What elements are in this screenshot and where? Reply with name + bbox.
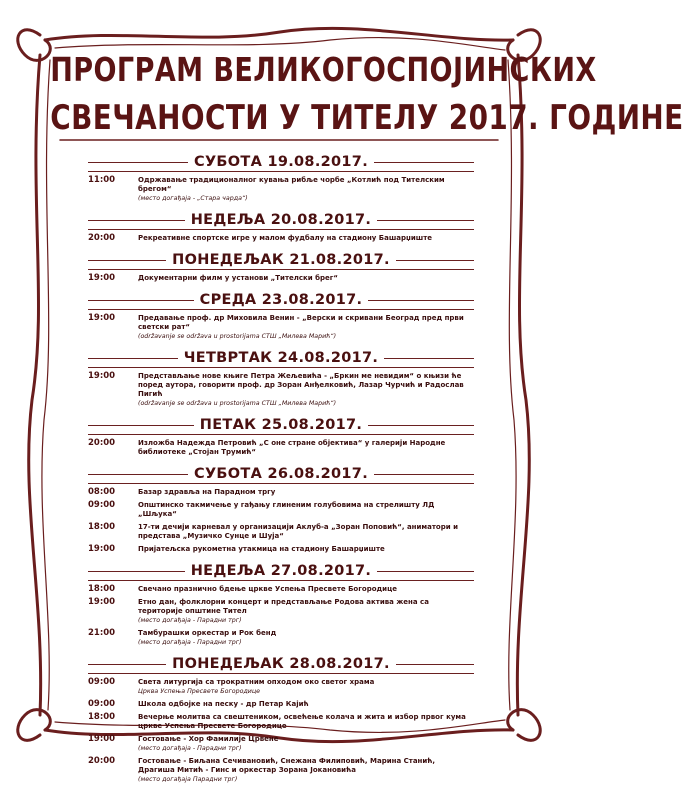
schedule xyxy=(88,150,474,790)
day-label: СУБОТА 19.08.2017. xyxy=(188,154,374,170)
schedule-event xyxy=(88,372,474,408)
schedule-event xyxy=(88,757,474,784)
day-heading xyxy=(88,560,474,581)
schedule-event xyxy=(88,523,474,541)
event-description: Свечано празнично бдење цркве Успења Пресвете Богородице xyxy=(138,585,398,593)
event-time: 09:00 xyxy=(88,699,116,709)
event-description: 17-ти дечији карневал у организацији Аклуб-а „Зоран Поповић“, аниматори и представа „Музичко Сунце и Шуја“ xyxy=(138,523,458,540)
event-time: 08:00 xyxy=(88,487,116,497)
event-description: Одржавање традиционалног кувања рибље чорбе „Котлић под Тителским брегом“ xyxy=(138,176,445,193)
event-description: Предавање проф. др Миховила Венин - „Верски и скривани Београд пред први светски рат“ xyxy=(138,314,464,331)
day-heading xyxy=(88,289,474,310)
day-label: ПОНЕДЕЉАК 28.08.2017. xyxy=(166,656,396,672)
day-heading xyxy=(88,209,474,230)
day-heading xyxy=(88,653,474,674)
event-time: 20:00 xyxy=(88,756,116,766)
day-label: НЕДЕЉА 20.08.2017. xyxy=(185,212,378,228)
schedule-event xyxy=(88,314,474,341)
event-time: 19:00 xyxy=(88,544,116,554)
event-description: Света литургија са трократним опходом око светог храма xyxy=(138,678,375,686)
event-note: (место догађаја - Парадни трг) xyxy=(138,639,242,646)
page-subtitle: СВЕЧАНОСТИ У ТИТЕЛУ 2017. ГОДИНЕ xyxy=(50,98,684,138)
schedule-event xyxy=(88,439,474,457)
day-heading xyxy=(88,414,474,435)
event-time: 21:00 xyxy=(88,628,116,638)
schedule-event xyxy=(88,713,474,731)
page-title: ПРОГРАМ ВЕЛИКОГОСПОЈИНСКИХ xyxy=(50,50,597,89)
event-description: Базар здравља на Парадном тргу xyxy=(138,488,276,496)
event-description: Етно дан, фолклорни концерт и представљање Родова актива жена са територије општине Тител xyxy=(138,598,429,615)
schedule-event xyxy=(88,488,474,497)
event-description: Рекреативне спортске игре у малом фудбалу на стадиону Башарџиште xyxy=(138,234,433,242)
event-time: 11:00 xyxy=(88,175,116,185)
schedule-event xyxy=(88,234,474,243)
event-note: (održavanje se održava u prostorijama СТШ „Милева Марић“) xyxy=(138,333,337,340)
event-time: 19:00 xyxy=(88,313,116,323)
day-heading xyxy=(88,463,474,484)
day-label: ПОНЕДЕЉАК 21.08.2017. xyxy=(166,252,396,268)
event-note: (место догађаја - Парадни трг) xyxy=(138,617,242,624)
day-heading xyxy=(88,347,474,368)
schedule-event xyxy=(88,274,474,283)
event-description: Изложба Надежда Петровић „С оне стране објектива“ у галерији Народне библиотеке „Стојан Трумић“ xyxy=(138,439,446,456)
day-label: НЕДЕЉА 27.08.2017. xyxy=(185,563,378,579)
schedule-event xyxy=(88,585,474,594)
schedule-event xyxy=(88,735,474,753)
event-time: 09:00 xyxy=(88,500,116,510)
day-heading xyxy=(88,151,474,172)
schedule-event xyxy=(88,700,474,709)
day-label: СУБОТА 26.08.2017. xyxy=(188,466,374,482)
event-time: 19:00 xyxy=(88,273,116,283)
event-description: Вечерње молитва са свештеником, освећење колача и жита и избор првог кума цркве Успења Пресвете Богородице xyxy=(138,713,466,730)
event-time: 09:00 xyxy=(88,677,116,687)
event-description: Гостовање - Биљана Сечивановић, Снежана Филиповић, Марина Станић, Драгиша Митић - Гинс и оркестар Зорана Јокановића xyxy=(138,757,436,774)
schedule-event xyxy=(88,545,474,554)
event-time: 18:00 xyxy=(88,584,116,594)
event-description: Документарни филм у установи „Тителски брег“ xyxy=(138,274,339,282)
schedule-event xyxy=(88,176,474,203)
day-label: ЧЕТВРТАК 24.08.2017. xyxy=(178,350,384,366)
event-description: Школа одбојке на песку - др Петар Кајић xyxy=(138,700,309,708)
event-description: Општинско такмичење у гађању глиненим голубовима на стрелишту ЛД „Шљука“ xyxy=(138,501,435,518)
schedule-event xyxy=(88,598,474,625)
event-note: Црква Успења Пресвете Богородице xyxy=(138,688,261,695)
event-note: (место догађаја - Парадни трг) xyxy=(138,745,242,752)
event-time: 18:00 xyxy=(88,522,116,532)
day-label: СРЕДА 23.08.2017. xyxy=(194,292,369,308)
event-time: 20:00 xyxy=(88,438,116,448)
event-description: Гостовање - Хор Фамилије Црвене xyxy=(138,735,279,743)
event-note: (место догађаја Парадни трг) xyxy=(138,776,238,783)
event-time: 19:00 xyxy=(88,597,116,607)
event-note: (održavanje se održava u prostorijama СТШ „Милева Марић“) xyxy=(138,400,337,407)
schedule-event xyxy=(88,629,474,647)
day-label: ПЕТАК 25.08.2017. xyxy=(194,417,368,433)
event-time: 18:00 xyxy=(88,712,116,722)
event-time: 20:00 xyxy=(88,233,116,243)
event-description: Пријатељска рукометна утакмица на стадиону Башарџиште xyxy=(138,545,385,553)
event-description: Представљање нове књиге Петра Жељевића - „Бркин ме невидим“ о књизи ће поред аутора, говорити проф. др Зоран Анђелковић, Лазар Чурчић и Радослав Пигић xyxy=(138,372,464,398)
event-time: 19:00 xyxy=(88,371,116,381)
event-note: (место догађаја - „Стара чарда“) xyxy=(138,195,248,202)
schedule-event xyxy=(88,678,474,696)
event-description: Тамбурашки оркестар и Рок бенд xyxy=(138,629,277,637)
day-heading xyxy=(88,249,474,270)
event-time: 19:00 xyxy=(88,734,116,744)
schedule-event xyxy=(88,501,474,519)
